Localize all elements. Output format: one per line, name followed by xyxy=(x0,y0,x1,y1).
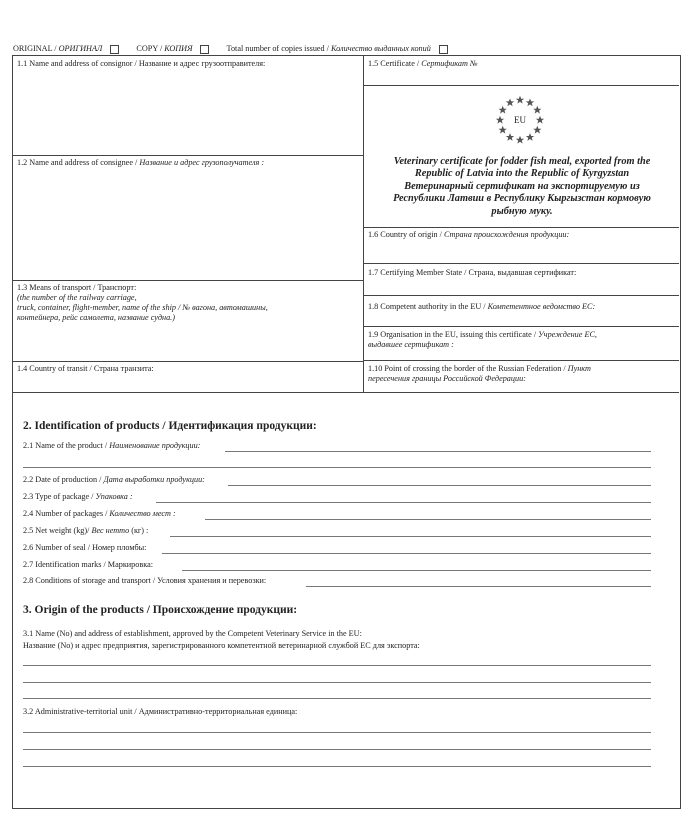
product-name-input-2[interactable] xyxy=(23,467,651,468)
field-2-3-label: 2.3 Type of package / Упаковка : xyxy=(23,492,133,501)
field-1-3-hint-2: truck, container, flight-member, name of the ship / № вагона, автомашины, xyxy=(17,303,268,312)
original-checkbox[interactable] xyxy=(110,45,119,54)
field-1-8-label: 1.8 Competent authority in the EU / Компетентное ведомство ЕС: xyxy=(368,302,596,311)
field-1-3-hint-1: (the number of the railway carriage, xyxy=(17,293,137,302)
establishment-input-2[interactable] xyxy=(23,682,651,683)
original-label-ru: ОРИГИНАЛ xyxy=(58,44,103,53)
field-3-1-label: 3.1 Name (No) and address of establishment, approved by the Competent Veterinary Service in the EU: xyxy=(23,629,362,638)
field-1-9-label: 1.9 Organisation in the EU, issuing this certificate / Учреждение ЕС, xyxy=(368,330,597,339)
rule-1-9 xyxy=(363,360,679,361)
package-count-input[interactable] xyxy=(205,519,651,520)
eu-emblem xyxy=(490,92,550,150)
storage-conditions-input[interactable] xyxy=(306,586,651,587)
field-2-5-label: 2.5 Net weight (kg)/ Вес нетто (кг) : xyxy=(23,526,149,535)
field-1-6-label: 1.6 Country of origin / Страна происхождения продукции: xyxy=(368,230,570,239)
field-3-1-label-ru: Название (No) и адрес предприятия, зарегистрированного компетентной ветеринарной службой ЕС для экспорта: xyxy=(23,641,420,650)
seal-number-input[interactable] xyxy=(162,553,651,554)
copy-checkbox[interactable] xyxy=(200,45,209,54)
rule-1-1 xyxy=(13,155,363,156)
certificate-title-line-1: Veterinary certificate for fodder fish meal, exported from the xyxy=(393,156,651,167)
rule-1-3 xyxy=(13,361,363,362)
establishment-input-1[interactable] xyxy=(23,665,651,666)
copy-type-header xyxy=(13,44,451,54)
territorial-unit-input-3[interactable] xyxy=(23,766,651,767)
field-1-2-label: 1.2 Name and address of consignee / Название и адрес грузополучателя : xyxy=(17,158,265,167)
rule-1-7 xyxy=(363,295,679,296)
transit-input[interactable] xyxy=(14,375,362,391)
eu-label: EU xyxy=(514,115,526,125)
establishment-input-3[interactable] xyxy=(23,698,651,699)
field-2-2-label: 2.2 Date of production / Дата выработки продукции: xyxy=(23,475,205,484)
section-2-heading: 2. Identification of products / Идентификация продукции: xyxy=(23,420,317,432)
production-date-input[interactable] xyxy=(228,485,651,486)
section1-bottom-rule xyxy=(13,392,679,393)
field-1-5-label: 1.5 Certificate / Сертификат № xyxy=(368,59,478,68)
copies-label: Total number of copies issued / xyxy=(226,44,332,53)
net-weight-input[interactable] xyxy=(170,536,651,537)
field-1-7-label: 1.7 Certifying Member State / Страна, выдавшая сертификат: xyxy=(368,268,577,277)
product-name-input[interactable] xyxy=(225,451,651,452)
certificate-title-line-2: Republic of Latvia into the Republic of Kyrgyzstan xyxy=(414,168,630,180)
field-1-4-label: 1.4 Country of transit / Страна транзита: xyxy=(17,364,154,373)
territorial-unit-input-2[interactable] xyxy=(23,749,651,750)
copy-label: COPY / xyxy=(136,44,165,53)
field-1-3-hint-3: контейнера, рейс самолета, название судна.) xyxy=(17,313,175,322)
copy-label-ru: КОПИЯ xyxy=(164,44,193,53)
certificate-title-line-3: Ветеринарный сертификат на экспортируемую из xyxy=(404,180,640,192)
field-1-9-label-2: выдавшее сертификат : xyxy=(368,340,454,349)
rule-1-5 xyxy=(363,85,679,86)
territorial-unit-input-1[interactable] xyxy=(23,732,651,733)
consignor-input[interactable] xyxy=(14,70,362,154)
original-label: ORIGINAL / xyxy=(13,44,59,53)
section-3-heading: 3. Origin of the products / Происхождение продукции: xyxy=(23,604,298,616)
identification-marks-input[interactable] xyxy=(182,570,651,571)
field-1-10-label-2: пересечения границы Российской Федерации: xyxy=(368,374,526,383)
rule-1-8 xyxy=(363,326,679,327)
rule-1-6 xyxy=(363,263,679,264)
consignee-input[interactable] xyxy=(14,170,362,279)
field-3-2-label: 3.2 Administrative-territorial unit / Административно-территориальная единица: xyxy=(23,707,298,716)
field-2-4-label: 2.4 Number of packages / Количество мест : xyxy=(23,509,176,518)
field-1-1-label: 1.1 Name and address of consignor / Название и адрес грузоотправителя: xyxy=(17,59,266,68)
field-2-1-label: 2.1 Name of the product / Наименование продукции: xyxy=(23,441,201,450)
column-divider xyxy=(363,56,364,392)
certificate-title-line-5: рыбную муку. xyxy=(491,205,553,217)
field-1-10-label: 1.10 Point of crossing the border of the Russian Federation / Пункт xyxy=(368,364,591,373)
rule-title xyxy=(363,227,679,228)
rule-1-2 xyxy=(13,280,363,281)
certificate-title xyxy=(366,156,678,218)
package-type-input[interactable] xyxy=(156,502,651,503)
copies-checkbox[interactable] xyxy=(439,45,448,54)
certificate-title-line-4: Республики Латвии в Республику Кыргызстан кормовую xyxy=(393,193,651,205)
field-2-6-label: 2.6 Number of seal / Номер пломбы: xyxy=(23,543,147,552)
field-1-3-label: 1.3 Means of transport / Транспорт: xyxy=(17,283,137,292)
field-2-8-label: 2.8 Conditions of storage and transport / Условия хранения и перевозки: xyxy=(23,576,267,585)
field-2-7-label: 2.7 Identification marks / Маркировка: xyxy=(23,560,153,569)
copies-label-ru: Количество выданных копий xyxy=(331,44,431,53)
